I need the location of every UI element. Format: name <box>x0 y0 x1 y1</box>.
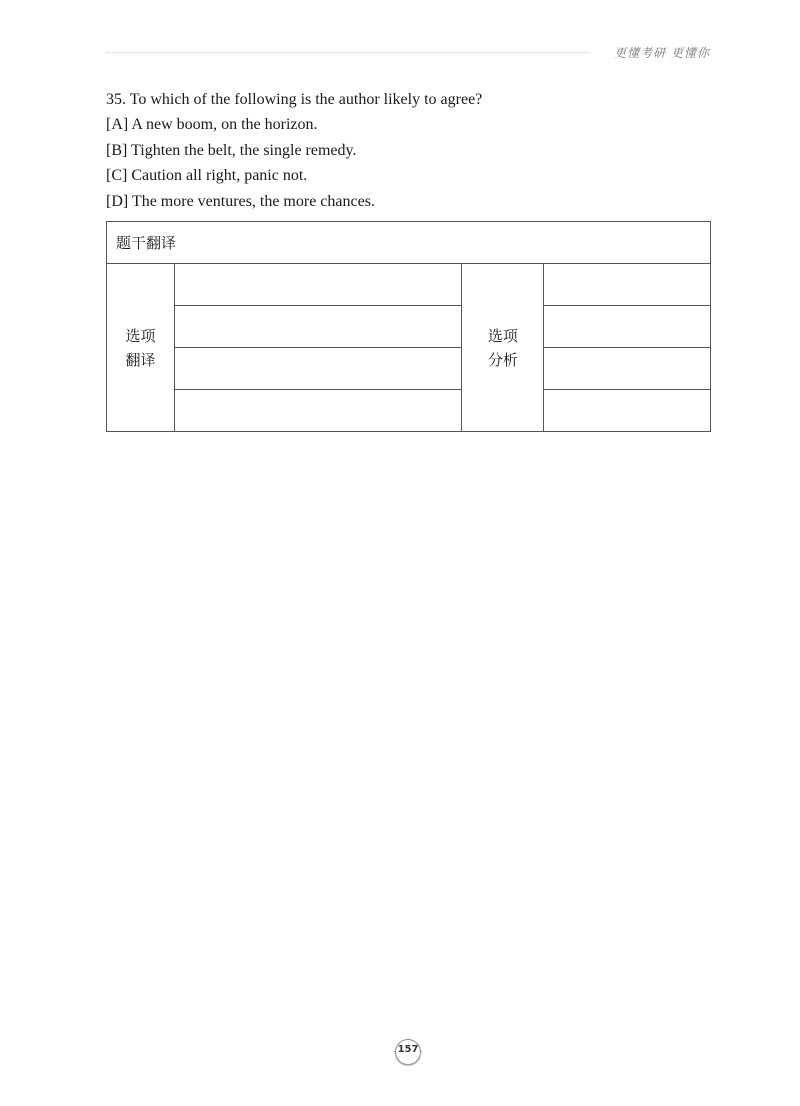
page-number: 157 <box>397 1044 419 1055</box>
stem-translation-label: 题干翻译 <box>116 234 177 252</box>
header-rule <box>107 52 589 53</box>
option-analysis-label-line2: 分析 <box>487 350 518 369</box>
option-translation-label-cell <box>107 264 175 432</box>
option-analysis-blank-b[interactable] <box>544 306 711 348</box>
question-stem: 35. To which of the following is the author likely to agree? <box>106 91 483 108</box>
option-translation-label-line1: 选项 <box>125 326 156 345</box>
answer-table <box>106 221 711 432</box>
option-analysis-blank-d[interactable] <box>544 390 711 432</box>
question-block <box>106 87 716 214</box>
option-analysis-label-cell <box>462 264 544 432</box>
option-translation-blank-c[interactable] <box>174 348 461 390</box>
option-analysis-blank-a[interactable] <box>544 264 711 306</box>
header-slogan: 更懂考研 更懂你 <box>614 46 710 60</box>
option-translation-label-line2: 翻译 <box>125 350 156 369</box>
option-a: [A] A new boom, on the horizon. <box>106 116 318 134</box>
option-c: [C] Caution all right, panic not. <box>106 167 308 185</box>
option-analysis-blank-c[interactable] <box>544 348 711 390</box>
option-translation-blank-d[interactable] <box>174 390 461 432</box>
option-translation-blank-b[interactable] <box>174 306 461 348</box>
page-number-badge <box>393 1037 423 1067</box>
stem-translation-cell <box>107 222 711 264</box>
option-d: [D] The more ventures, the more chances. <box>106 192 375 210</box>
option-analysis-label-line1: 选项 <box>487 326 518 345</box>
option-translation-blank-a[interactable] <box>174 264 461 306</box>
option-b: [B] Tighten the belt, the single remedy. <box>106 141 357 159</box>
